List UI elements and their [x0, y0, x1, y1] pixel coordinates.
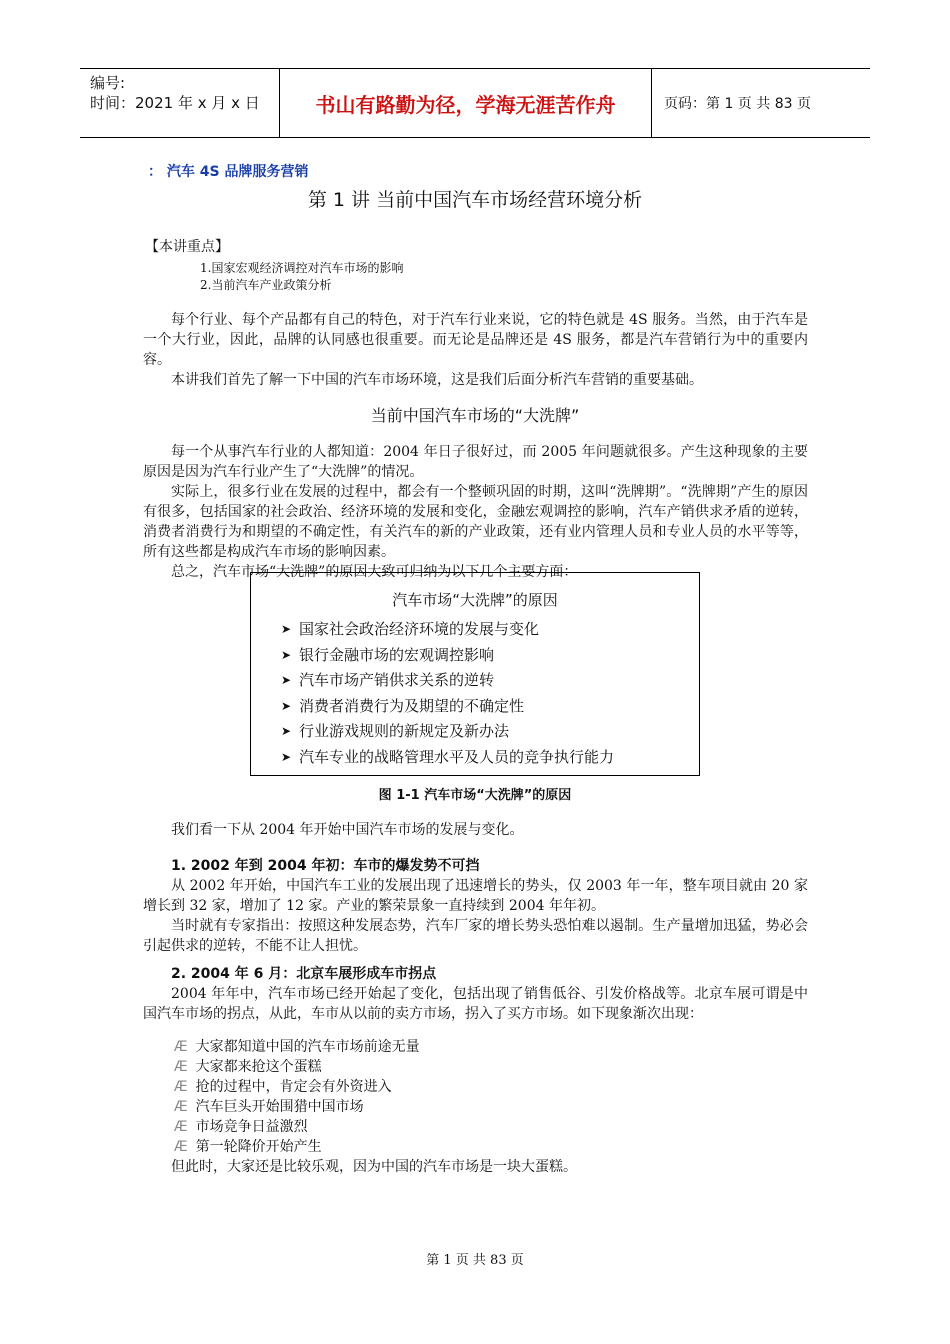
figure-item-text: 国家社会政治经济环境的发展与变化	[299, 620, 540, 638]
figure-box	[250, 572, 700, 776]
arrow-right-icon: ➤	[281, 749, 292, 764]
header-motto: 书山有路勤为径，学海无涯苦作舟	[280, 69, 652, 137]
intro-section	[143, 310, 808, 390]
list-item	[174, 1097, 420, 1117]
lecture-title: 第 1 讲 当前中国汽车市场经营环境分析	[307, 189, 643, 211]
figure-item	[281, 694, 614, 720]
figure-item-text: 银行金融市场的宏观调控影响	[299, 645, 495, 664]
page-header	[80, 68, 870, 138]
subsection-heading: 2. 2004 年 6 月：北京车展形成车市拐点	[171, 966, 437, 982]
closing-paragraph	[143, 1157, 808, 1177]
header-meta	[80, 69, 280, 137]
body-paragraph: 2004 年年中，汽车市场已经开始起了变化，包括出现了销售低谷、引发价格战等。北京车展可谓是中国汽车市场的拐点，从此，车市从以前的卖方市场，拐入了买方市场。如下现象渐次出现：	[143, 986, 808, 1022]
section-title: 当前中国汽车市场的“大洗牌”	[370, 406, 580, 425]
list-item-text: 大家都来抢这个蛋糕	[195, 1059, 322, 1075]
list-item-text: 第一轮降价开始产生	[195, 1139, 322, 1155]
body-paragraph: 当时就有专家指出：按照这种发展态势，汽车厂家的增长势头恐怕难以遏制。生产量增加迅猛，势必会引起供求的逆转，不能不让人担忧。	[143, 918, 808, 954]
body-paragraph: 总之，汽车市场“大洗牌”的原因大致可归纳为以下几个主要方面：	[171, 564, 578, 580]
section-body	[143, 442, 808, 582]
figure-title: 汽车市场“大洗牌”的原因	[392, 591, 558, 609]
key-point-item: 2.当前汽车产业政策分析	[200, 278, 332, 292]
bullet-icon: Æ	[174, 1059, 188, 1075]
list-item-text: 汽车巨头开始围猎中国市场	[195, 1099, 364, 1115]
subsection-heading: 1. 2002 年到 2004 年初：车市的爆发势不可挡	[171, 858, 480, 874]
key-points-label: 【本讲重点】	[145, 239, 229, 255]
course-title: ： 汽车 4S 品牌服务营销	[148, 164, 309, 180]
body-paragraph: 实际上，很多行业在发展的过程中，都会有一个整顿巩固的时期，这叫“洗牌期”。“洗牌期”产生的原因有很多，包括国家的社会政治、经济环境的发展和变化，金融宏观调控的影响，汽车产销供求矛盾的逆转，消费者消费行为和期望的不确定性，有关汽车的新的产业政策，还有业内管理人员和专业人员的水平等等，所有这些都是构成汽车市场的影响因素。	[143, 484, 808, 560]
subsection-2	[143, 964, 808, 1024]
arrow-right-icon: ➤	[281, 673, 292, 687]
page-footer: 第 1 页 共 83 页	[426, 1253, 524, 1268]
list-item	[174, 1037, 420, 1057]
bullet-icon: Æ	[174, 1139, 188, 1155]
intro-paragraph: 每个行业、每个产品都有自己的特色，对于汽车行业来说，它的特色就是 4S 服务。当然，由于汽车是一个大行业，因此，品牌的认同感也很重要。而无论是品牌还是 4S 服务，都是汽车营销行为中的重要内容。	[143, 312, 808, 368]
arrow-right-icon: ➤	[281, 724, 292, 738]
header-page-info: 页码：第 1 页 共 83 页	[664, 96, 811, 112]
phenomena-list	[174, 1037, 420, 1157]
list-item-text: 抢的过程中，肯定会有外资进入	[195, 1079, 392, 1095]
figure-item	[281, 719, 614, 745]
key-point-item: 1.国家宏观经济调控对汽车市场的影响	[200, 261, 404, 275]
figure-item	[281, 643, 614, 669]
figure-item	[281, 617, 614, 643]
figure-list	[281, 617, 614, 770]
date-label: 时间：2021 年 x 月 x 日	[90, 94, 260, 112]
code-label: 编号:	[90, 74, 126, 92]
transition-paragraph	[143, 820, 808, 840]
bullet-icon: Æ	[174, 1039, 188, 1055]
bullet-icon: Æ	[174, 1119, 188, 1135]
arrow-right-icon: ➤	[281, 698, 292, 713]
figure-item-text: 消费者消费行为及期望的不确定性	[299, 696, 525, 715]
closing-text: 但此时，大家还是比较乐观，因为中国的汽车市场是一块大蛋糕。	[171, 1159, 577, 1175]
transition-text: 我们看一下从 2004 年开始中国汽车市场的发展与变化。	[171, 822, 524, 838]
list-item-text: 大家都知道中国的汽车市场前途无量	[195, 1039, 420, 1055]
figure-item-text: 汽车专业的战略管理水平及人员的竞争执行能力	[299, 747, 615, 766]
figure-caption: 图 1-1 汽车市场“大洗牌”的原因	[378, 788, 572, 803]
bullet-icon: Æ	[174, 1079, 188, 1095]
figure-item	[281, 745, 614, 771]
body-paragraph: 每一个从事汽车行业的人都知道：2004 年日子很好过，而 2005 年问题就很多。产生这种现象的主要原因是因为汽车行业产生了“大洗牌”的情况。	[143, 444, 808, 480]
figure-item-text: 行业游戏规则的新规定及新办法	[299, 722, 510, 740]
figure-item	[281, 668, 614, 694]
bullet-icon: Æ	[174, 1099, 188, 1115]
intro-paragraph: 本讲我们首先了解一下中国的汽车市场环境，这是我们后面分析汽车营销的重要基础。	[171, 372, 703, 388]
list-item	[174, 1077, 420, 1097]
arrow-right-icon: ➤	[281, 622, 292, 636]
subsection-1	[143, 856, 808, 956]
list-item	[174, 1117, 420, 1137]
figure-item-text: 汽车市场产销供求关系的逆转	[299, 671, 495, 689]
list-item	[174, 1057, 420, 1077]
body-paragraph: 从 2002 年开始，中国汽车工业的发展出现了迅速增长的势头，仅 2003 年一年，整车项目就由 20 家增长到 32 家，增加了 12 家。产业的繁荣景象一直持续到 2004 年年初。	[143, 878, 808, 914]
list-item	[174, 1137, 420, 1157]
list-item-text: 市场竞争日益激烈	[195, 1119, 308, 1135]
arrow-right-icon: ➤	[281, 647, 292, 662]
